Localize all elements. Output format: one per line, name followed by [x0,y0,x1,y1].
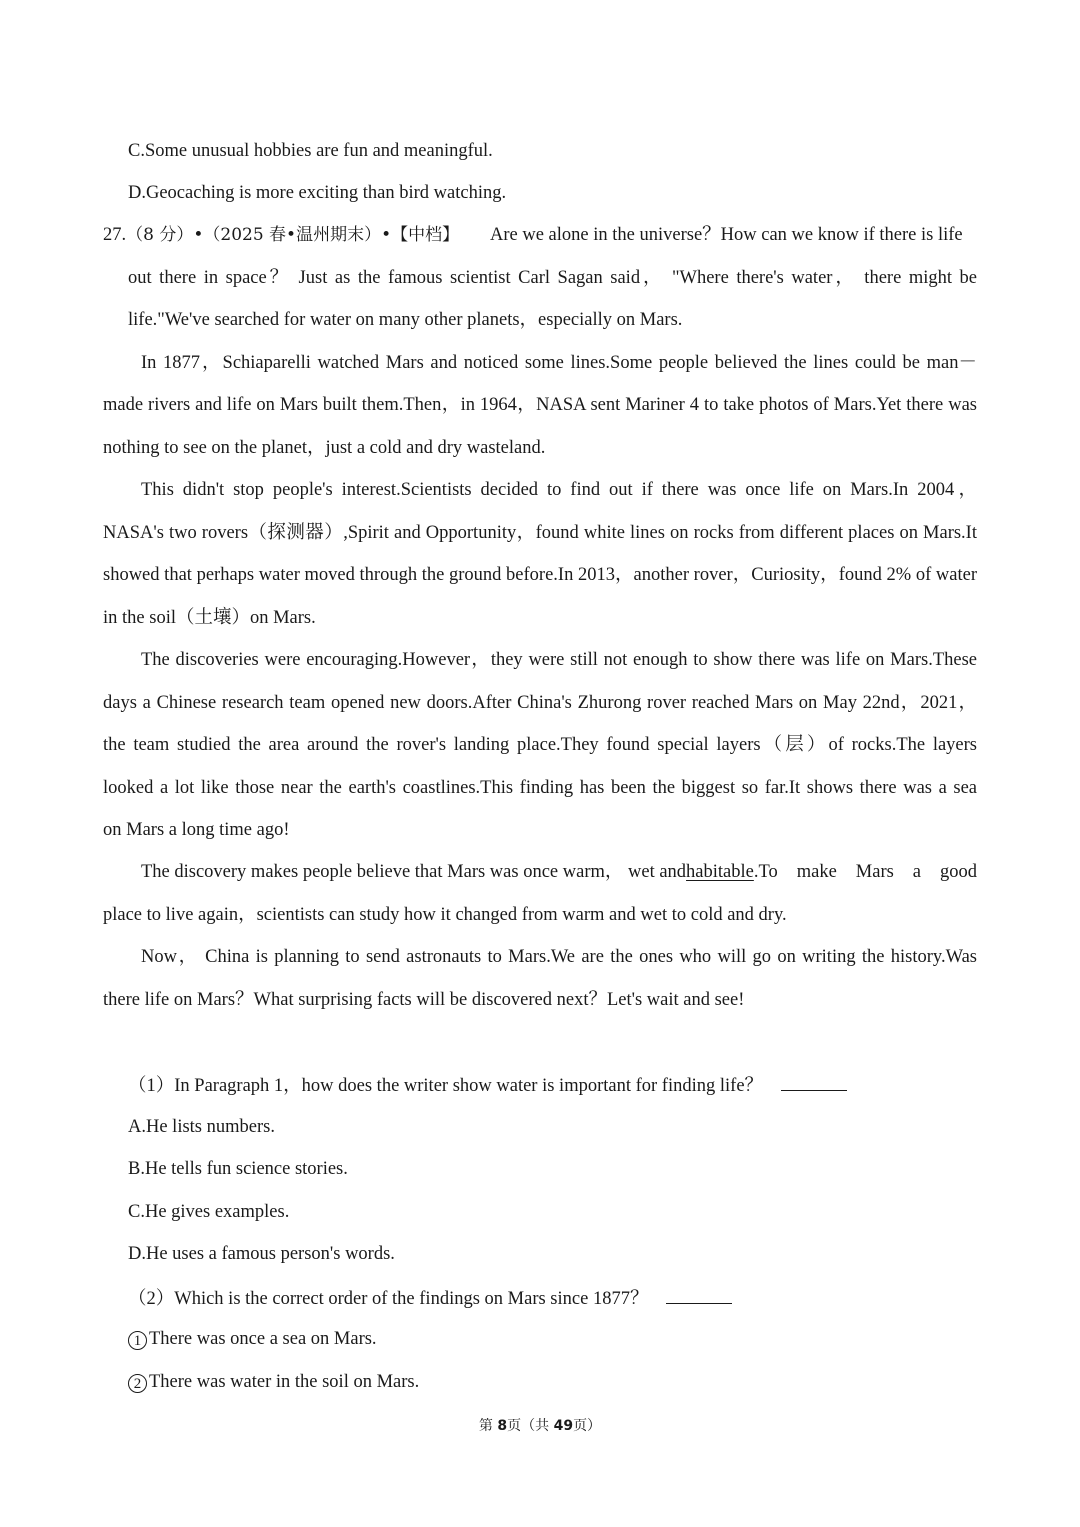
subq1-stem: （1）In Paragraph 1，how does the writer show water is important for finding life？ [128,1076,764,1096]
answer-blank-2[interactable] [666,1285,732,1304]
para3-line1: This didn't stop people's interest.Scientists decided to find out if there was once life on Mars.In 2004， [141,480,977,500]
para4-line2: days a Chinese research team opened new doors.After China's Zhurong rover reached Mars on May 22nd，2021， [103,693,977,713]
subq2-stem-row [128,1285,732,1311]
circled-number-1: 1 [128,1331,147,1350]
subq2-item-2 [128,1370,419,1394]
para1-line1: Are we alone in the universe？How can we know if there is life [490,225,963,245]
para5-line1-start: The discovery makes people believe that Mars was once warm， wet and [141,862,687,882]
page-number: 8 [497,1418,508,1434]
para3-line3: showed that perhaps water moved through the ground before.In 2013，another rover，Curiosity，found 2% of water [103,565,977,585]
subq1-option-b: B.He tells fun science stories. [128,1159,348,1179]
option-d-prev: D.Geocaching is more exciting than bird watching. [128,183,507,203]
para6-line2: there life on Mars？What surprising facts will be discovered next？Let's wait and see! [103,990,745,1010]
question-header [103,223,459,247]
para5-line1 [141,860,977,884]
subq2-item-1-text: There was once a sea on Mars. [149,1329,377,1349]
para4-line3: the team studied the area around the rover's landing place.They found special layers（层）of rocks.The layers [103,735,977,755]
para3-line2: NASA's two rovers（探测器）,Spirit and Opportunity，found white lines on rocks from different places on Mars.It [103,523,977,543]
para4-line1: The discoveries were encouraging.However，they were still not enough to show there was life on Mars.These [141,650,977,670]
subq1-option-c: C.He gives examples. [128,1202,290,1222]
para5-line1-end: .To make Mars a good [753,862,977,882]
footer-pre: 第 [478,1418,498,1434]
para4-line5: on Mars a long time ago! [103,820,290,840]
para3-line4: in the soil（土壤）on Mars. [103,608,316,628]
subq1-option-a: A.He lists numbers. [128,1117,275,1137]
question-number: 27. [103,225,127,245]
para1-line3: life."We've searched for water on many other planets，especially on Mars. [128,310,683,330]
habitable-word: habitable [686,862,754,882]
question-meta: （8 分）•（2025 春•温州期末）•【中档】 [126,225,460,245]
subq2-item-1 [128,1327,377,1351]
option-c-prev: C.Some unusual hobbies are fun and meaningful. [128,141,493,161]
subq2-item-2-text: There was water in the soil on Mars. [149,1372,420,1392]
subq1-option-d: D.He uses a famous person's words. [128,1244,395,1264]
page-total: 49 [553,1418,574,1434]
subq2-stem: （2）Which is the correct order of the findings on Mars since 1877？ [128,1289,649,1309]
footer-post: 页） [573,1418,602,1434]
para2-line1: In 1877，Schiaparelli watched Mars and noticed some lines.Some people believed the lines could be man－ [141,353,977,373]
subq1-stem-row [128,1072,847,1098]
para4-line4: looked a lot like those near the earth's coastlines.This finding has been the biggest so far.It shows there was a sea [103,778,977,798]
para1-line2: out there in space？ Just as the famous scientist Carl Sagan said， "Where there's water， there might be [128,268,977,288]
para2-line2: made rivers and life on Mars built them.Then，in 1964，NASA sent Mariner 4 to take photos of Mars.Yet there was [103,395,977,415]
para5-line2: place to live again，scientists can study how it changed from warm and wet to cold and dry. [103,905,787,925]
answer-blank-1[interactable] [781,1072,847,1091]
page-footer [0,1416,1080,1436]
para2-line3: nothing to see on the planet，just a cold and dry wasteland. [103,438,546,458]
footer-mid: 页（共 [507,1418,554,1434]
para6-line1: Now， China is planning to send astronauts to Mars.We are the ones who will go on writing the history.Was [141,947,977,967]
circled-number-2: 2 [128,1374,147,1393]
